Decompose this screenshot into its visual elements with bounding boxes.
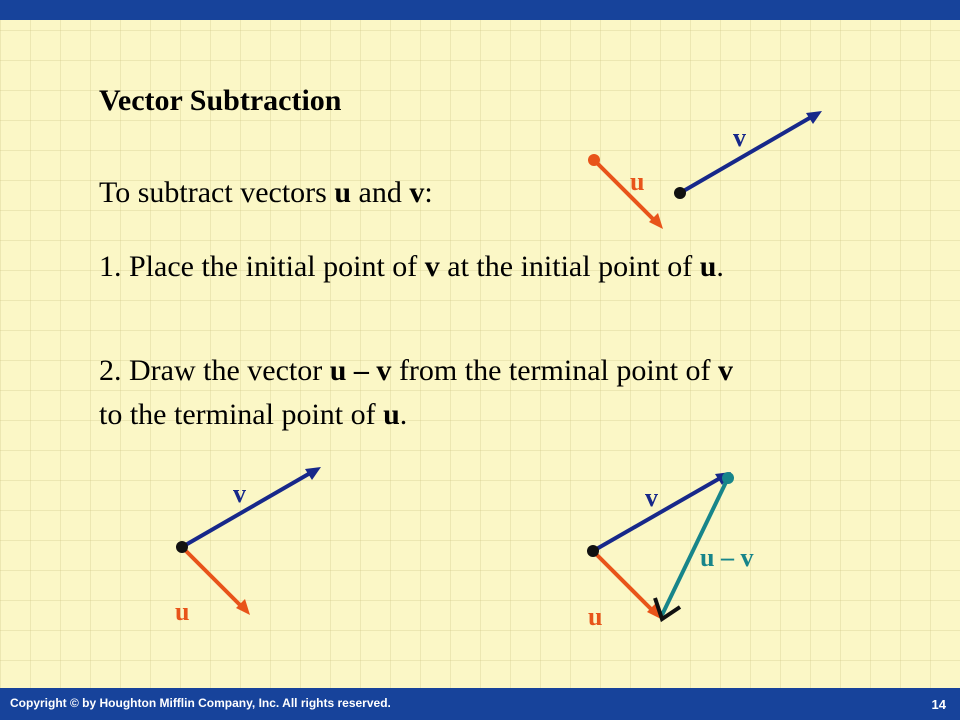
top-u-label: u — [630, 167, 645, 196]
slide-title: Vector Subtraction — [99, 84, 342, 117]
u-minus-v-label: u – v — [700, 543, 754, 572]
bottom-right-initial-point — [587, 545, 599, 557]
top-v-vector — [680, 116, 813, 193]
copyright-text: Copyright © by Houghton Mifflin Company, Inc. All rights reserved. — [10, 696, 391, 710]
top-u-initial-point — [588, 154, 600, 166]
top-v-initial-point — [674, 187, 686, 199]
bottom-right-v-terminal-point — [722, 472, 734, 484]
bottom-left-u-vector — [182, 547, 243, 608]
bottom-left-v-vector — [182, 472, 312, 547]
bottom-left-v-label: v — [233, 479, 246, 508]
bottom-right-v-label: v — [645, 483, 658, 512]
step-2-text: 2. Draw the vector u – v from the terminal point of v — [99, 354, 734, 387]
bottom-left-initial-point — [176, 541, 188, 553]
step-2-text-line-2: to the terminal point of u. — [99, 398, 408, 431]
footer-bar — [0, 688, 960, 720]
bottom-right-vector-diagram — [587, 472, 753, 631]
bottom-right-u-label: u — [588, 602, 603, 631]
bottom-left-vector-diagram — [175, 467, 321, 626]
bottom-left-u-label: u — [175, 597, 190, 626]
top-vector-diagram — [588, 111, 822, 229]
step-1-text: 1. Place the initial point of v at the initial point of u. — [99, 250, 724, 283]
top-u-vector — [594, 160, 656, 222]
page-number: 14 — [931, 697, 946, 712]
top-v-label: v — [733, 123, 746, 152]
intro-text: To subtract vectors u and v: — [99, 176, 433, 209]
